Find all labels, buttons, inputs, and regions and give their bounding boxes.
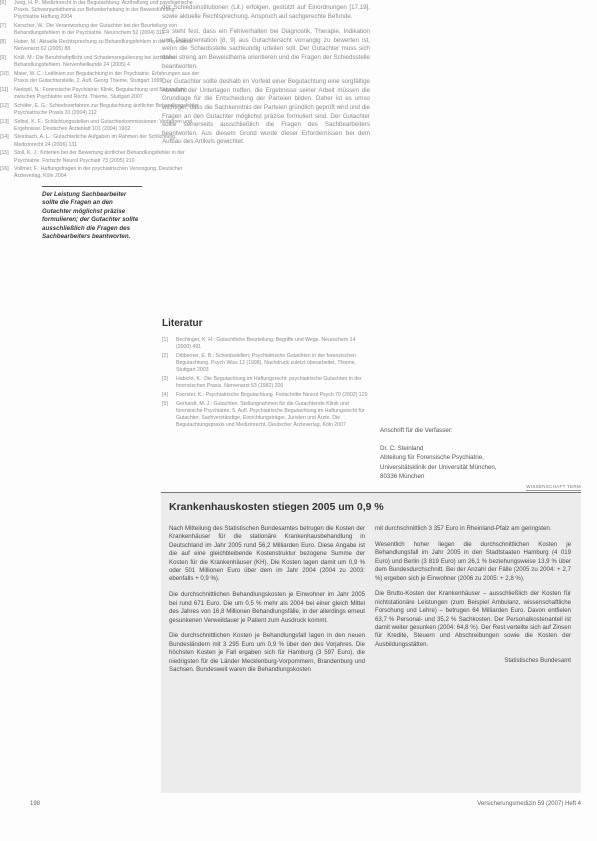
reference-item: [8] Huber, M.: Aktuelle Rechtsprechung zu Behandlungsfehlern in der Psychiatrie. Nervenarzt 62 (2005) 88 (0, 39, 194, 53)
reference-item: [11] Nedopil, N.: Forensische Psychiatrie: Klinik, Begutachtung und Behandlung zwischen Psychiatrie und Recht. Thieme, Stuttgart 2007 (0, 86, 188, 100)
news-source: Statistisches Bundesamt (504, 656, 571, 664)
author-address (380, 426, 580, 481)
address-line: 80336 München (380, 472, 425, 480)
reference-item: [6] Jung, H. P.: Medizinrecht in der Begutachtung: Arzthaftung und psychiatrische Praxis. Schwerpunktthema zur Befunderhebung in der Beweisführung. Psychiatrie Haftung 2004 (0, 0, 193, 21)
pull-quote: Der Leistung Sachbearbeiter sollte die Fragen an den Gutachter möglichst präzise formulieren; der Gutachter sollte ausschließlich die Fragen des Sachbearbeiters beantworten. (42, 186, 142, 241)
news-paragraph: Die durchschnittlichen Behandlungskosten je Einwohner im Jahr 2005 bei rund 671 Euro. Die um 0,5 % mehr als 2004 bei einer gleich Mittel des Jahres von 16,8 Millionen Behandlungsfälle, in der allerdings erneut gesunkenen Verweildauer je Patient zum Ausdruck kommt. (169, 591, 365, 624)
reference-item: [16] Vollmer, F.: Haftungsfragen in der psychiatrischen Versorgung. Deutscher Ärzteverlag, Köln 2004 (0, 166, 183, 180)
reference-item: [2] Dittberner, E. B.: Schiedsstellen: Psychiatrische Gutachten in der forensischen Begutachtung. Psych Wiss 12 (1998), Nachdruck zuletzt überarbeitet, Thieme, Stuttgart 2003 (162, 352, 357, 374)
news-paragraph: Wesentlich hoher liegen die durchschnittlichen Kosten je Behandlungsfall im Jahr 2005 in den Stadtstaaten Hamburg (4 019 Euro) und Berlin (3 819 Euro) um 26,1 % beziehungsweise 13,9 % über dem Bundesdurchschnitt. Bei der Anzahl der Fälle (2005 zu 2004: + 2,7 %) ergeben sich je Einwohner (2006 zu 2005: + 2,8 %). (375, 540, 571, 582)
reference-item: [5] Gerhardt, M. J.: Gutachten. Stellungnahmen für die Gutachtende Klinik und forensische Psychiatrie, 5. Aufl. Psychiatrische Begutachtung im Haftungsrecht für Gutachter, Sachverständige, Einrichtungsträger, Juristen und Ärzte. Die Begutachtungspraxis und Medizinrecht. Deutscher Ärzteverlag, Köln 2007 (162, 400, 365, 429)
news-paragraph: Nach Mitteilung des Statistischen Bundesamtes betrugen die Kosten der Krankenhäuser für die stationäre Krankenhausbehandlung in Deutschland im Jahr 2005 rund 56,2 Milliarden Euro. Diese Angabe ist die auf eine gleichbleibende Kostenstruktur bezogene Summe der Kosten für die Krankenhäuser (KH). Die Kosten lagen damit um 0,9 % oder 501 Millionen Euro über dem im Jahr 2004 (2004 zu 2003: ebenfalls + 0,9 %). (169, 525, 365, 583)
news-section-tag: WISSENSCHAFT TERM (526, 484, 581, 489)
news-paragraph: mit durchschnittlich 3 357 Euro in Rheinland-Pfalz am geringsten. (375, 525, 552, 532)
journal-footer: Versicherungsmedizin 59 (2007) Heft 4 (477, 801, 581, 807)
address-line: Abteilung für Forensische Psychiatrie, (380, 454, 484, 462)
literature-heading: Literatur (162, 318, 203, 329)
address-line: Dr. C. Steinland (380, 445, 424, 453)
body-paragraph: Der Gutachter sollte deshalb im Vorfeld einer Begutachtung eine sorgfältige Auswahl der Unterlagen treffen, die Ergebnisse seiner Arbeit müssen die Grundlage für die Entscheidung der Parteien bilden. Daher ist es umso wichtiger, dass die Sachkenntnis der Parteien gründlich geprüft wird und die Fragen an den Gutachter möglichst präzise formuliert sind. Der Gutachter sollte seinerseits ausschließlich die Fragen des Sachbearbeiters beantworten. Aus diesem Grund wurde dieser Erfordernissen bei dem Aufbau des Artikels gewichtet. (162, 78, 370, 146)
news-paragraph: Die Brutto-Kosten der Krankenhäuser – ausschließlich der Kosten für nichtstationäre Leistungen (zum Beispiel Ambulanz, wissenschaftliche Forschung und Lehre) – betrugen 64 Milliarden Euro. Davon entfielen 63,7 % Personal- und 35,2 % Sachkosten. Der Personalkostenanteil ist damit weiter gesunken (2004: 64,8 %). Der Rest verteilte sich auf Zinsen für Kredite, Steuern und Abschreibungen sowie die Kosten der Ausbildungsstätten. (375, 590, 571, 648)
address-intro: Anschrift für die Verfasser: (380, 427, 453, 434)
news-title: Krankenhauskosten stiegen 2005 um 0,9 % (169, 501, 384, 513)
reference-item: [10] Maier, W. C.: Leitlinien zur Begutachtung in der Psychiatrie. Erfahrungen aus der Praxis der Gutachterstelle, 2. Aufl. Georg Thieme, Stuttgart 1999 (0, 70, 200, 85)
news-box (161, 492, 581, 793)
reference-item: [3] Habicht, K.: Die Begutachtung im Haftungsrecht: psychiatrische Gutachten in der forensischen Praxis. Nervenarzt 53 (1982) 200 (162, 376, 362, 390)
article-body (162, 4, 370, 154)
reference-item: [13] Seibel, K. F.: Schlichtungsstellen und Gutachterkommissionen: Verfahren und Ergebnisse. Deutsches Ärzteblatt 101 (2004) 1902 (0, 118, 192, 132)
reference-item: [4] Foerster, K.: Psychiatrische Begutachtung. Fortschritte Neurol Psych 70 (2002) 129 (162, 391, 368, 398)
reference-list-left (162, 337, 370, 431)
reference-item: [1] Bechinger, K. H.: Gutachtliche Beurteilung, Begriffe und Wege. Neurochem 14 (2000) 491 (162, 337, 356, 351)
reference-item: [14] Steinbach, A. L.: Gutachterliche Aufgaben im Rahmen der Schlichtung. Medizinrecht 24 (2006) 131 (0, 134, 177, 148)
news-paragraph: Die durchschnittlichen Kosten je Behandlungsfall lagen in den neuen Bundesländern mit 3 295 Euro um 0,9 % über den des Vorjahres. Die höchsten Kosten je Fall ergaben sich für Hamburg (3 597 Euro), die niedrigsten für die Länder Mecklenburg-Vorpommern, Brandenburg und Sachsen. Bundesweit waren die Behandlungskosten (169, 632, 365, 674)
reference-item: [9] Krüll, M.: Die Berufshaftpflicht und Schadensregulierung bei ärztlichen Behandlungsfehlern. Nervenheilkunde 24 (2005) 4 (0, 54, 175, 69)
reference-item: [7] Kerscher, W.: Die Verantwortung der Gutachter bei der Beurteilung von Behandlungsfehlern in der Psychiatrie. Neurochem 52 (2004) 311 (0, 23, 177, 37)
news-column-left (169, 525, 365, 682)
body-paragraph: der Schiedsinstitutionen (Lit.) erfolgen, gestützt auf Einordnungen [17,19], sowie aktuelle Rechtsprechung. Anspruch auf sachgerechte Befunde. (162, 4, 370, 20)
reference-item: [12] Schäfer, E. G.: Schiedsverfahren zur Begutachtung ärztlicher Behandlungsfehler. Psychiatrische Praxis 31 (2004) 112 (0, 102, 200, 116)
news-column-right (375, 525, 571, 673)
body-paragraph: Es steht fest, dass ein Fehlverhalten bei Diagnostik, Therapie, Indikation und Dokumentation [8, 9] aus Gutachtersicht vorrangig zu bewerten ist, wenn die Schiedsstelle sachkundig urteilen soll. Der Gutachter muss sich dabei streng am Beweisthema orientieren und die Fragen der Schiedsstelle beantworten. (162, 28, 370, 70)
page-number: 198 (30, 801, 41, 807)
address-line: Universitätsklinik der Universität München, (380, 463, 497, 471)
reference-item: [15] Stoll, K. J.: Kriterien bei der Bewertung ärztlicher Behandlungsfehler in der Psychiatrie. Fortschr Neurol Psychiatr 73 (2005) 210 (0, 150, 185, 164)
